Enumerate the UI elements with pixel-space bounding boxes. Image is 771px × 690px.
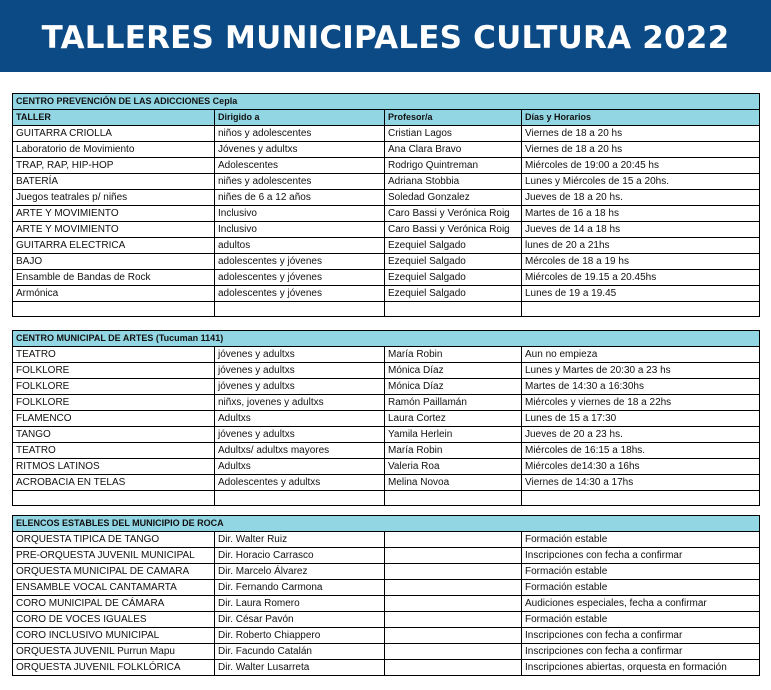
section-header-row	[13, 516, 760, 532]
profesor-cell: Ezequiel Salgado	[385, 270, 522, 286]
table-row	[13, 302, 760, 317]
profesor-cell: Mónica Díaz	[385, 379, 522, 395]
taller-cell: BATERÍA	[13, 174, 215, 190]
profesor-cell	[385, 580, 522, 596]
horario-cell: Jueves de 14 a 18 hs	[522, 222, 760, 238]
taller-cell: PRE-ORQUESTA JUVENIL MUNICIPAL	[13, 548, 215, 564]
dirigido-cell: Dir. Fernando Carmona	[215, 580, 385, 596]
horario-cell: Formación estable	[522, 612, 760, 628]
profesor-cell: Ezequiel Salgado	[385, 238, 522, 254]
table-row	[13, 475, 760, 491]
cepla-table	[12, 93, 760, 317]
table-row	[13, 379, 760, 395]
dirigido-cell: niñes de 6 a 12 años	[215, 190, 385, 206]
horario-cell: Miércoles de 19.15 a 20.45hs	[522, 270, 760, 286]
dirigido-cell: adultos	[215, 238, 385, 254]
table-row	[13, 612, 760, 628]
dirigido-cell	[215, 491, 385, 506]
taller-cell: TEATRO	[13, 347, 215, 363]
profesor-cell: Ezequiel Salgado	[385, 254, 522, 270]
profesor-cell	[385, 612, 522, 628]
profesor-cell	[385, 644, 522, 660]
section-title: CENTRO MUNICIPAL DE ARTES (Tucuman 1141)	[13, 331, 760, 347]
horario-cell: Formación estable	[522, 564, 760, 580]
dirigido-cell: Dir. Marcelo Álvarez	[215, 564, 385, 580]
section-header-row	[13, 94, 760, 110]
taller-cell: Armónica	[13, 286, 215, 302]
taller-cell: Ensamble de Bandas de Rock	[13, 270, 215, 286]
table-row	[13, 564, 760, 580]
dirigido-cell: Adultxs	[215, 459, 385, 475]
profesor-cell: Caro Bassi y Verónica Roig	[385, 222, 522, 238]
taller-cell: FLAMENCO	[13, 411, 215, 427]
column-header-profesor: Profesor/a	[385, 110, 522, 126]
horario-cell: Miércoles de 19:00 a 20:45 hs	[522, 158, 760, 174]
centro-artes-table	[12, 330, 760, 506]
table-row	[13, 238, 760, 254]
horario-cell: Miércoles y viernes de 18 a 22hs	[522, 395, 760, 411]
profesor-cell	[385, 532, 522, 548]
profesor-cell: Laura Cortez	[385, 411, 522, 427]
taller-cell: FOLKLORE	[13, 363, 215, 379]
dirigido-cell: adolescentes y jóvenes	[215, 270, 385, 286]
taller-cell: GUITARRA CRIOLLA	[13, 126, 215, 142]
horario-cell	[522, 302, 760, 317]
horario-cell: Lunes y Martes de 20:30 a 23 hs	[522, 363, 760, 379]
table-row	[13, 222, 760, 238]
taller-cell: ORQUESTA TIPICA DE TANGO	[13, 532, 215, 548]
horario-cell: Lunes y Miércoles de 15 a 20hs.	[522, 174, 760, 190]
horario-cell: Martes de 14:30 a 16:30hs	[522, 379, 760, 395]
table-row	[13, 644, 760, 660]
taller-cell: TEATRO	[13, 443, 215, 459]
horario-cell: Jueves de 20 a 23 hs.	[522, 427, 760, 443]
horario-cell: Viernes de 18 a 20 hs	[522, 126, 760, 142]
dirigido-cell: Adolescentes y adultxs	[215, 475, 385, 491]
table-row	[13, 548, 760, 564]
taller-cell: TRAP, RAP, HIP-HOP	[13, 158, 215, 174]
page-title: TALLERES MUNICIPALES CULTURA 2022	[41, 20, 730, 56]
horario-cell: Inscripciones con fecha a confirmar	[522, 644, 760, 660]
dirigido-cell: Dir. Walter Ruiz	[215, 532, 385, 548]
profesor-cell: María Robin	[385, 347, 522, 363]
table-row	[13, 443, 760, 459]
dirigido-cell	[215, 302, 385, 317]
taller-cell: Juegos teatrales p/ niñes	[13, 190, 215, 206]
taller-cell: FOLKLORE	[13, 395, 215, 411]
table-row	[13, 126, 760, 142]
profesor-cell	[385, 628, 522, 644]
table-row	[13, 190, 760, 206]
taller-cell: ORQUESTA MUNICIPAL DE CAMARA	[13, 564, 215, 580]
table-row	[13, 596, 760, 612]
profesor-cell	[385, 660, 522, 676]
taller-cell: TANGO	[13, 427, 215, 443]
taller-cell: ACROBACIA EN TELAS	[13, 475, 215, 491]
dirigido-cell: Dir. César Pavón	[215, 612, 385, 628]
taller-cell: CORO DE VOCES IGUALES	[13, 612, 215, 628]
title-banner	[0, 0, 771, 72]
profesor-cell: Yamila Herlein	[385, 427, 522, 443]
dirigido-cell: jóvenes y adultxs	[215, 363, 385, 379]
dirigido-cell: niños y adolescentes	[215, 126, 385, 142]
profesor-cell: Ezequiel Salgado	[385, 286, 522, 302]
dirigido-cell: jóvenes y adultxs	[215, 427, 385, 443]
horario-cell: Audiciones especiales, fecha a confirmar	[522, 596, 760, 612]
table-row	[13, 628, 760, 644]
horario-cell: Lunes de 19 a 19.45	[522, 286, 760, 302]
profesor-cell: María Robin	[385, 443, 522, 459]
dirigido-cell: adolescentes y jóvenes	[215, 286, 385, 302]
table-row	[13, 142, 760, 158]
table-row	[13, 532, 760, 548]
taller-cell: CORO MUNICIPAL DE CÁMARA	[13, 596, 215, 612]
horario-cell: Inscripciones abiertas, orquesta en formación	[522, 660, 760, 676]
dirigido-cell: Dir. Walter Lusarreta	[215, 660, 385, 676]
horario-cell: lunes de 20 a 21hs	[522, 238, 760, 254]
dirigido-cell: niñxs, jovenes y adultxs	[215, 395, 385, 411]
horario-cell: Viernes de 14:30 a 17hs	[522, 475, 760, 491]
column-header-horarios: Días y Horarios	[522, 110, 760, 126]
dirigido-cell: Jóvenes y adultxs	[215, 142, 385, 158]
profesor-cell: Caro Bassi y Verónica Roig	[385, 206, 522, 222]
table-row	[13, 491, 760, 506]
horario-cell: Mércoles de 18 a 19 hs	[522, 254, 760, 270]
horario-cell: Martes de 16 a 18 hs	[522, 206, 760, 222]
elencos-table	[12, 515, 760, 676]
taller-cell: ARTE Y MOVIMIENTO	[13, 222, 215, 238]
table-row	[13, 158, 760, 174]
table-row	[13, 580, 760, 596]
taller-cell	[13, 491, 215, 506]
taller-cell: ORQUESTA JUVENIL Purrun Mapu	[13, 644, 215, 660]
table-row	[13, 459, 760, 475]
profesor-cell	[385, 548, 522, 564]
profesor-cell	[385, 564, 522, 580]
horario-cell: Inscripciones con fecha a confirmar	[522, 628, 760, 644]
table-row	[13, 395, 760, 411]
table-row	[13, 254, 760, 270]
profesor-cell: Rodrigo Quintreman	[385, 158, 522, 174]
taller-cell: ARTE Y MOVIMIENTO	[13, 206, 215, 222]
taller-cell: ENSAMBLE VOCAL CANTAMARTA	[13, 580, 215, 596]
dirigido-cell: jóvenes y adultxs	[215, 379, 385, 395]
horario-cell: Aun no empieza	[522, 347, 760, 363]
profesor-cell: Melina Novoa	[385, 475, 522, 491]
table-row	[13, 660, 760, 676]
table-row	[13, 347, 760, 363]
taller-cell: FOLKLORE	[13, 379, 215, 395]
taller-cell: Laboratorio de Movimiento	[13, 142, 215, 158]
column-header-row	[13, 110, 760, 126]
profesor-cell: Mónica Díaz	[385, 363, 522, 379]
horario-cell: Viernes de 18 a 20 hs	[522, 142, 760, 158]
section-title: CENTRO PREVENCIÓN DE LAS ADICCIONES Cepla	[13, 94, 760, 110]
taller-cell: ORQUESTA JUVENIL FOLKLÓRICA	[13, 660, 215, 676]
table-row	[13, 286, 760, 302]
profesor-cell: Cristian Lagos	[385, 126, 522, 142]
profesor-cell	[385, 596, 522, 612]
horario-cell: Lunes de 15 a 17:30	[522, 411, 760, 427]
profesor-cell: Adriana Stobbia	[385, 174, 522, 190]
taller-cell: BAJO	[13, 254, 215, 270]
horario-cell: Formación estable	[522, 532, 760, 548]
taller-cell: GUITARRA ELECTRICA	[13, 238, 215, 254]
dirigido-cell: jóvenes y adultxs	[215, 347, 385, 363]
column-header-taller: TALLER	[13, 110, 215, 126]
dirigido-cell: Inclusivo	[215, 206, 385, 222]
table-row	[13, 411, 760, 427]
dirigido-cell: Dir. Facundo Catalán	[215, 644, 385, 660]
profesor-cell	[385, 491, 522, 506]
table-row	[13, 206, 760, 222]
profesor-cell: Ramón Paillamán	[385, 395, 522, 411]
dirigido-cell: Dir. Roberto Chiappero	[215, 628, 385, 644]
dirigido-cell: adolescentes y jóvenes	[215, 254, 385, 270]
horario-cell: Miércoles de 16:15 a 18hs.	[522, 443, 760, 459]
dirigido-cell: niñes y adolescentes	[215, 174, 385, 190]
taller-cell	[13, 302, 215, 317]
profesor-cell: Ana Clara Bravo	[385, 142, 522, 158]
table-row	[13, 363, 760, 379]
dirigido-cell: Dir. Laura Romero	[215, 596, 385, 612]
dirigido-cell: Inclusivo	[215, 222, 385, 238]
dirigido-cell: Adultxs	[215, 411, 385, 427]
horario-cell: Inscripciones con fecha a confirmar	[522, 548, 760, 564]
horario-cell: Miércoles de14:30 a 16hs	[522, 459, 760, 475]
column-header-dirigido: Dirigido a	[215, 110, 385, 126]
section-title: ELENCOS ESTABLES DEL MUNICIPIO DE ROCA	[13, 516, 760, 532]
table-row	[13, 270, 760, 286]
table-row	[13, 427, 760, 443]
profesor-cell	[385, 302, 522, 317]
profesor-cell: Soledad Gonzalez	[385, 190, 522, 206]
horario-cell: Jueves de 18 a 20 hs.	[522, 190, 760, 206]
taller-cell: CORO INCLUSIVO MUNICIPAL	[13, 628, 215, 644]
profesor-cell: Valeria Roa	[385, 459, 522, 475]
dirigido-cell: Dir. Horacio Carrasco	[215, 548, 385, 564]
taller-cell: RITMOS LATINOS	[13, 459, 215, 475]
section-header-row	[13, 331, 760, 347]
horario-cell	[522, 491, 760, 506]
horario-cell: Formación estable	[522, 580, 760, 596]
dirigido-cell: Adultxs/ adultxs mayores	[215, 443, 385, 459]
table-row	[13, 174, 760, 190]
dirigido-cell: Adolescentes	[215, 158, 385, 174]
